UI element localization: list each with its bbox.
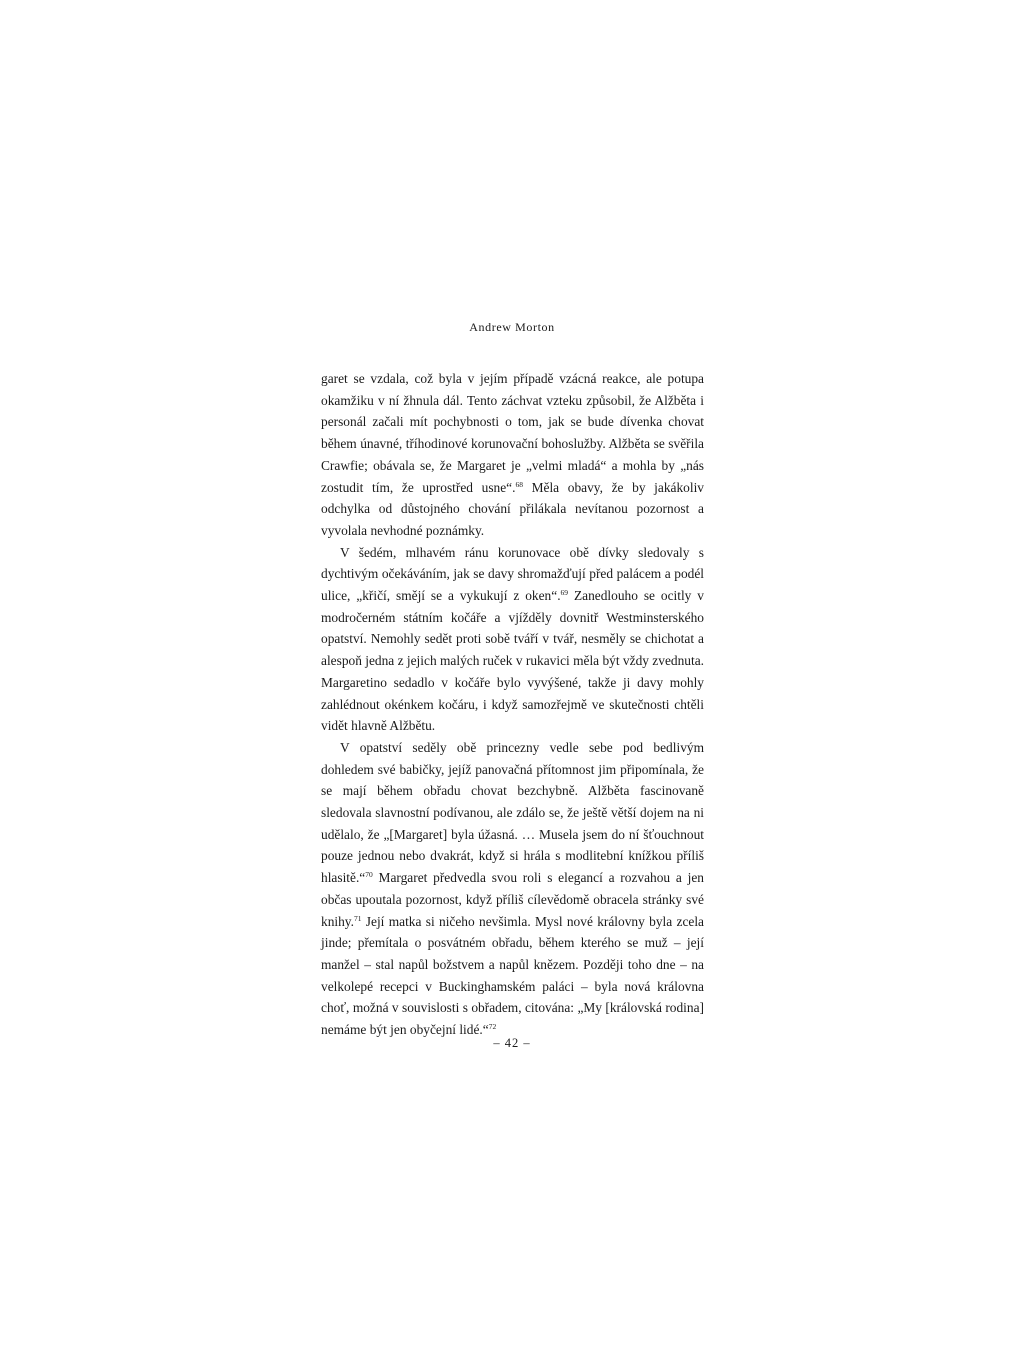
footnote-ref-68: 68 xyxy=(515,479,523,489)
footnote-ref-71: 71 xyxy=(353,913,362,923)
footnote-ref-72: 72 xyxy=(488,1022,497,1032)
running-header: Andrew Morton xyxy=(469,320,555,334)
paragraph-1-text-b: Měla obavy, že by jakákoliv odchylka od důstojného chování přilákala nevítanou pozornost a vyvolala nevhodné poznámky. xyxy=(321,479,704,538)
paragraph-2 xyxy=(321,542,704,737)
page-number: – 42 – xyxy=(493,1036,531,1050)
footnote-ref-69: 69 xyxy=(560,588,569,598)
body-text xyxy=(321,368,704,1041)
paragraph-3-text-a: V opatství seděly obě princezny vedle sebe pod bedlivým dohledem své babičky, jejíž panovačná přítomnost jim připomínala, že se mají během obřadu chovat bezchybně. Alžběta fascinovaně sledovala slavnostní podívanou, ale zdálo se, že ještě větší dojem na ni udělalo, že „[Margaret] byla úžasná. … Musela jsem do ní šťouchnout pouze jednou nebo dvakrát, když si hrála s modlitební knížkou příliš hlasitě.“ xyxy=(321,739,704,886)
paragraph-2-text-a: V šedém, mlhavém ránu korunovace obě dívky sledovaly s dychtivým očekáváním, jak se davy shromažďují před palácem a podél ulice, „křičí, smějí se a vykukují z oken“. xyxy=(321,544,704,604)
paragraph-3-text-c: Její matka si ničeho nevšimla. Mysl nové královny byla zcela jinde; přemítala o posvátném obřadu, během kterého se muž – její manžel – stal napůl božstvem a napůl knězem. Později toho dne – na velkolepé recepci v Buckinghamském paláci – byla nová královna choť, možná v souvislosti s obřadem, citována: „My [královská rodina] nemáme být jen obyčejní lidé.“ xyxy=(321,913,704,1038)
paragraph-3 xyxy=(321,737,704,1041)
footnote-ref-70: 70 xyxy=(365,870,373,880)
paragraph-3-text-b: Margaret předvedla svou roli s elegancí a rozvahou a jen občas upoutala pozornost, když příliš cílevědomě obracela stránky své knihy. xyxy=(321,870,704,929)
paragraph-1 xyxy=(321,368,704,542)
paragraph-1-text-a: garet se vzdala, což byla v jejím případě vzácná reakce, ale potupa okamžiku v ní žhnula dál. Tento záchvat vzteku způsobil, že Alžběta i personál začali mít pochybnosti o tom, jak se bude dívenka chovat během únavné, tříhodinové korunovační bohoslužby. Alžběta se svěřila Crawfie; obávala se, že Margaret je „velmi mladá“ a mohla by „nás zostudit tím, že uprostřed usne“. xyxy=(321,371,704,495)
paragraph-2-text-b: Zanedlouho se ocitly v modročerném státním kočáře a vjížděly dovnitř Westminsterského opatství. Nemohly sedět proti sobě tváří v tvář, nesměly se chichotat a alespoň jedna z jejich malých ruček v rukavici měla být vždy zvednuta. Margaretino sedadlo v kočáře bylo vyvýšené, takže ji davy mohly zahlédnout okénkem kočáru, i když samozřejmě ve skutečnosti chtěli vidět hlavně Alžbětu. xyxy=(321,588,704,734)
